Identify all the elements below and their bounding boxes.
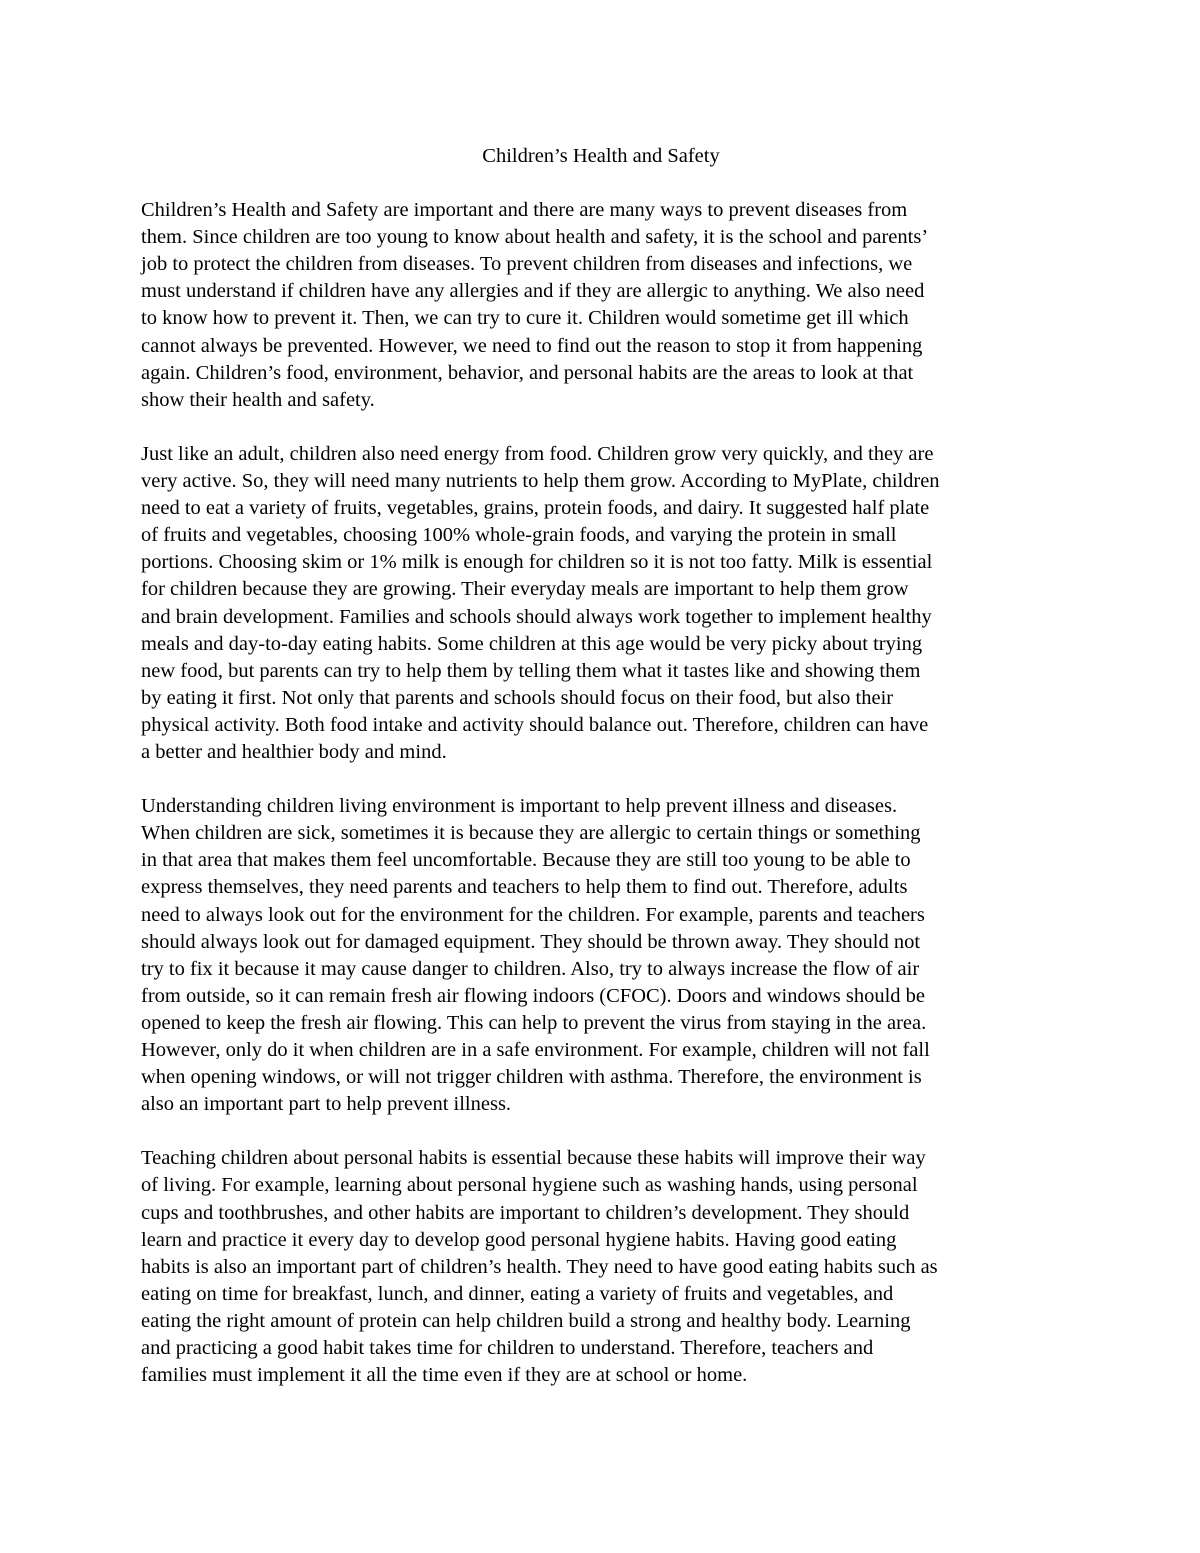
paragraph — [141, 793, 1061, 1118]
text-line: them. Since children are too young to know about health and safety, it is the school and parents’ — [141, 226, 929, 249]
text-line: by eating it first. Not only that parents and schools should focus on their food, but also their — [141, 686, 894, 709]
text-line: express themselves, they need parents and teachers to help them to find out. Therefore, adults — [141, 876, 908, 899]
text-line: to know how to prevent it. Then, we can try to cure it. Children would sometime get ill which — [141, 307, 909, 330]
paragraph — [141, 441, 1061, 766]
text-line: eating the right amount of protein can help children build a strong and healthy body. Learning — [141, 1309, 911, 1332]
text-line: also an important part to help prevent illness. — [141, 1093, 512, 1116]
text-line: need to always look out for the environment for the children. For example, parents and teachers — [141, 903, 925, 926]
text-line: new food, but parents can try to help them by telling them what it tastes like and showing them — [141, 659, 921, 682]
text-line: Teaching children about personal habits is essential because these habits will improve their way — [141, 1147, 926, 1170]
paragraph — [141, 197, 1061, 414]
text-line: eating on time for breakfast, lunch, and dinner, eating a variety of fruits and vegetables, and — [141, 1282, 894, 1305]
text-line: when opening windows, or will not trigger children with asthma. Therefore, the environment is — [141, 1066, 922, 1089]
text-line: Children’s Health and Safety are important and there are many ways to prevent diseases from — [141, 199, 908, 222]
text-line: again. Children’s food, environment, behavior, and personal habits are the areas to look at that — [141, 361, 914, 384]
text-line: of living. For example, learning about personal hygiene such as washing hands, using personal — [141, 1174, 918, 1197]
text-line: show their health and safety. — [141, 388, 375, 411]
text-line: cannot always be prevented. However, we need to find out the reason to stop it from happening — [141, 334, 923, 357]
text-line: from outside, so it can remain fresh air flowing indoors (CFOC). Doors and windows should be — [141, 984, 926, 1007]
text-line: try to fix it because it may cause danger to children. Also, try to always increase the flow of air — [141, 957, 920, 980]
text-line: portions. Choosing skim or 1% milk is enough for children so it is not too fatty. Milk is essential — [141, 551, 933, 574]
text-line: meals and day-to-day eating habits. Some children at this age would be very picky about trying — [141, 632, 923, 655]
text-line: families must implement it all the time even if they are at school or home. — [141, 1364, 748, 1387]
paragraph — [141, 1145, 1061, 1389]
text-line: However, only do it when children are in a safe environment. For example, children will not fall — [141, 1039, 930, 1061]
text-line: should always look out for damaged equipment. They should be thrown away. They should not — [141, 930, 921, 953]
text-line: of fruits and vegetables, choosing 100% whole-grain foods, and varying the protein in small — [141, 524, 897, 547]
text-line: and brain development. Families and schools should always work together to implement healthy — [141, 605, 932, 628]
text-line: cups and toothbrushes, and other habits are important to children’s development. They should — [141, 1201, 910, 1224]
text-line: Just like an adult, children also need energy from food. Children grow very quickly, and they are — [141, 442, 934, 465]
text-line: a better and healthier body and mind. — [141, 740, 447, 763]
text-line: must understand if children have any allergies and if they are allergic to anything. We also need — [141, 280, 925, 303]
document-title: Children’s Health and Safety — [482, 145, 720, 167]
text-line: learn and practice it every day to develop good personal hygiene habits. Having good eating — [141, 1228, 897, 1251]
text-line: opened to keep the fresh air flowing. This can help to prevent the virus from staying in the area. — [141, 1011, 927, 1034]
text-line: for children because they are growing. Their everyday meals are important to help them grow — [141, 578, 909, 601]
text-line: job to protect the children from diseases. To prevent children from diseases and infections, we — [141, 253, 913, 276]
text-line: habits is also an important part of children’s health. They need to have good eating habits such as — [141, 1255, 938, 1278]
text-line: need to eat a variety of fruits, vegetables, grains, protein foods, and dairy. It suggested half plate — [141, 497, 930, 520]
paragraph-list — [141, 197, 1061, 1389]
text-line: and practicing a good habit takes time for children to understand. Therefore, teachers and — [141, 1337, 874, 1360]
document-body — [141, 143, 1061, 1416]
text-line: very active. So, they will need many nutrients to help them grow. According to MyPlate, children — [141, 470, 940, 493]
text-line: physical activity. Both food intake and activity should balance out. Therefore, children can have — [141, 713, 929, 736]
text-line: in that area that makes them feel uncomfortable. Because they are still too young to be able to — [141, 849, 911, 872]
text-line: When children are sick, sometimes it is because they are allergic to certain things or something — [141, 822, 921, 845]
text-line: Understanding children living environment is important to help prevent illness and diseases. — [141, 795, 898, 818]
